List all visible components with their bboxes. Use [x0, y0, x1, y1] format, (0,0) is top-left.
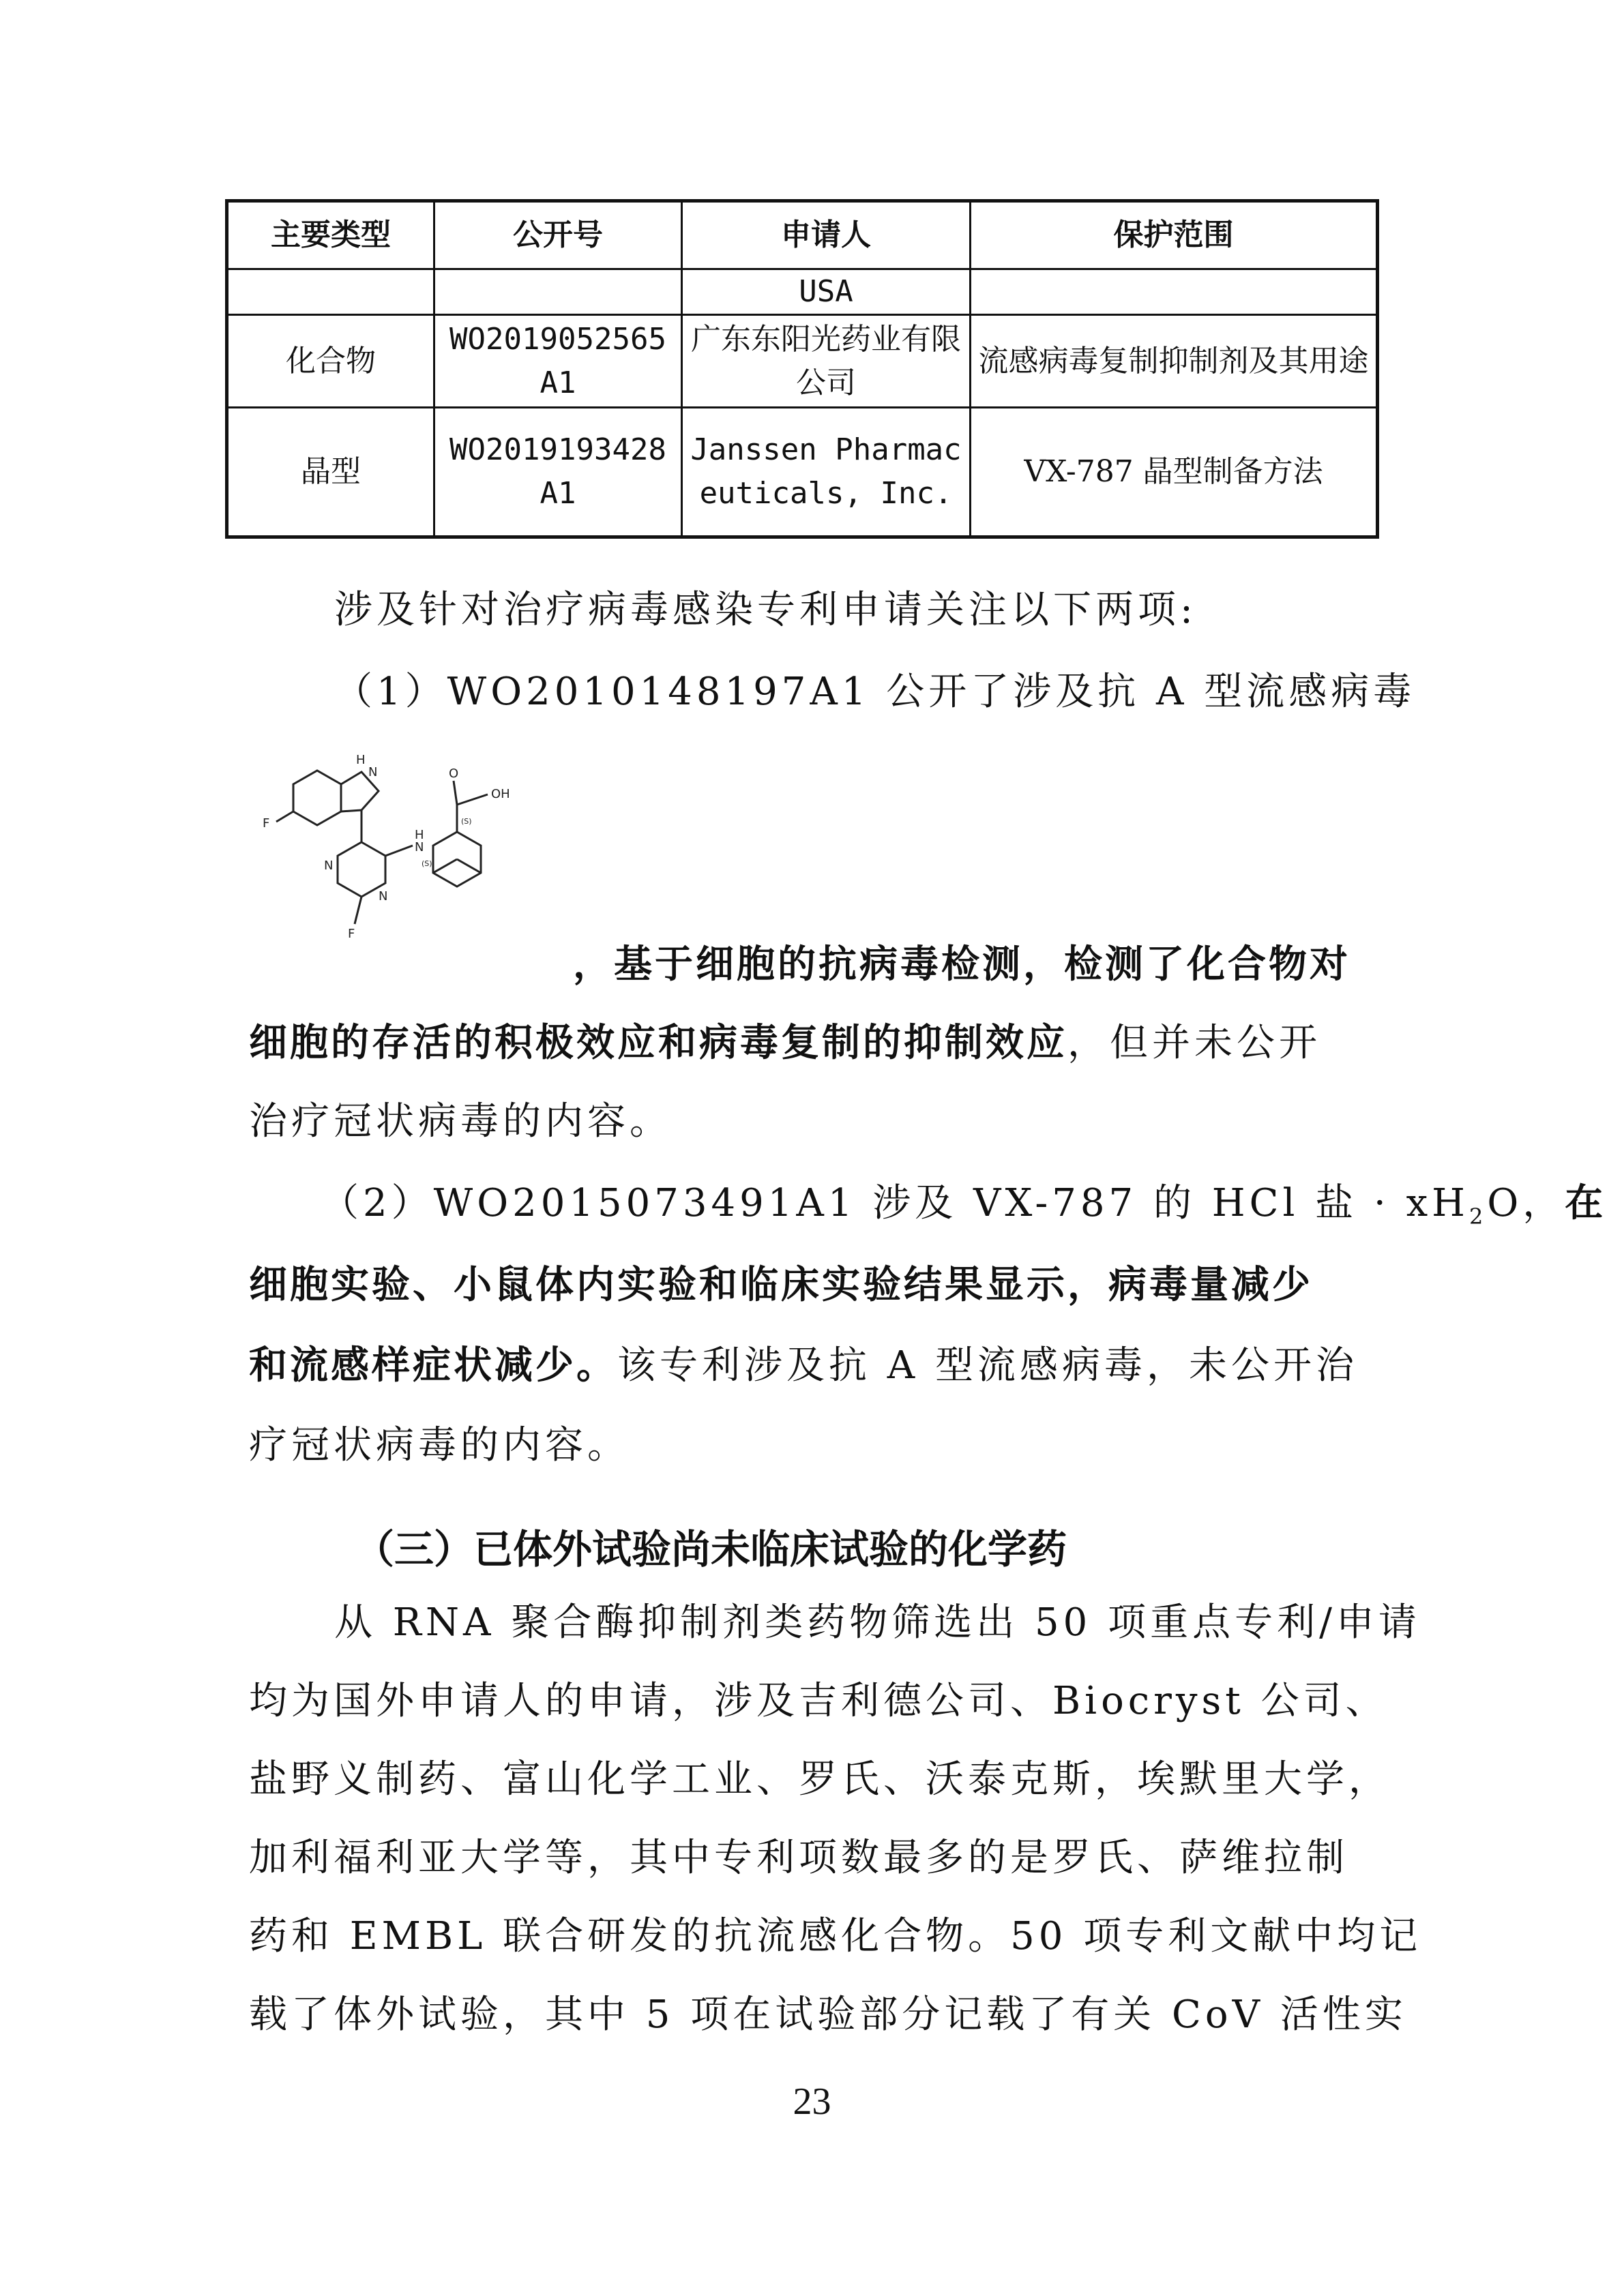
item2-line2: 细胞实验、小鼠体内实验和临床实验结果显示，病毒量减少: [249, 1263, 1313, 1307]
item1-bold-b: 细胞的存活的积极效应和病毒复制的抑制效应: [249, 1021, 1067, 1065]
cell-type: 晶型: [227, 408, 434, 537]
cell-scope: VX-787 晶型制备方法: [971, 408, 1378, 537]
patent-table: [225, 199, 1379, 539]
section-line: 从 RNA 聚合酶抑制剂类药物筛选出 50 项重点专利/申请: [334, 1600, 1421, 1645]
item1-line4: 治疗冠状病毒的内容。: [249, 1099, 672, 1144]
section-heading: （三）已体外试验尚未临床试验的化学药: [355, 1526, 1067, 1572]
atom-label: F: [263, 816, 270, 831]
cell-scope: [971, 269, 1378, 315]
intro-paragraph: 涉及针对治疗病毒感染专利申请关注以下两项:: [334, 588, 1197, 632]
col-header-type: 主要类型: [227, 201, 434, 269]
atom-label: N: [368, 765, 378, 779]
item2-line1: [321, 1173, 1606, 1230]
atom-label: H: [415, 828, 424, 842]
col-header-scope: 保护范围: [971, 201, 1378, 269]
section-line: 均为国外申请人的申请，涉及吉利德公司、Biocryst 公司、: [249, 1679, 1388, 1723]
table-row: [227, 315, 1378, 408]
cell-applicant: Janssen Pharmaceuticals, Inc.: [682, 408, 971, 537]
atom-label: H: [356, 753, 366, 767]
stereo-label: (S): [422, 859, 432, 868]
cell-pub-no: WO2019052565 A1: [434, 315, 682, 408]
col-header-pub-no: 公开号: [434, 201, 682, 269]
atom-label: F: [348, 927, 355, 941]
col-header-applicant: 申请人: [682, 201, 971, 269]
table-header-row: [227, 201, 1378, 269]
table-row: [227, 269, 1378, 315]
table-row: [227, 408, 1378, 537]
atom-label: N: [324, 859, 334, 873]
item2-line1-post: O，: [1487, 1181, 1565, 1225]
item2-line1-bold: 在: [1565, 1181, 1606, 1225]
item2-line3-rest: 该专利涉及抗 A 型流感病毒，未公开治: [617, 1343, 1359, 1388]
cell-applicant: USA: [682, 269, 971, 315]
item1-line3: [249, 1013, 1381, 1067]
atom-label: OH: [491, 787, 510, 801]
section-line: 药和 EMBL 联合研发的抗流感化合物。50 项专利文献中均记: [249, 1914, 1422, 1958]
cell-applicant: 广东东阳光药业有限公司: [682, 315, 971, 408]
stereo-label: (S): [461, 817, 472, 826]
item1-bold-line: ，基于细胞的抗病毒检测，检测了化合物对: [573, 942, 1350, 987]
item2-line4: 疗冠状病毒的内容。: [249, 1423, 630, 1467]
section-line: 加利福利亚大学等，其中专利项数最多的是罗氏、萨维拉制: [249, 1836, 1348, 1880]
item2-subscript: 2: [1469, 1204, 1488, 1230]
item1-tail-b: ，但并未公开: [1067, 1021, 1321, 1065]
cell-type: [227, 269, 434, 315]
item2-line3-bold: 和流感样症状减少。: [249, 1343, 617, 1388]
item2-line1-pre: （2）WO2015073491A1 涉及 VX-787 的 HCl 盐 · xH: [321, 1181, 1469, 1225]
atom-label: O: [449, 766, 459, 781]
page-number: 23: [793, 2081, 831, 2123]
section-line: 盐野义制药、富山化学工业、罗氏、沃泰克斯，埃默里大学，: [249, 1757, 1391, 1802]
cell-type: 化合物: [227, 315, 434, 408]
item2-line3: [249, 1335, 1381, 1390]
atom-label: N: [379, 889, 388, 904]
atom-label: N: [415, 840, 424, 854]
cell-pub-no: [434, 269, 682, 315]
cell-pub-no: WO2019193428 A1: [434, 408, 682, 537]
chemical-structure-diagram: [252, 730, 580, 961]
section-line: 载了体外试验，其中 5 项在试验部分记载了有关 CoV 活性实: [249, 1993, 1407, 2037]
cell-scope: 流感病毒复制抑制剂及其用途: [971, 315, 1378, 408]
item1-line1: （1）WO2010148197A1 公开了涉及抗 A 型流感病毒: [334, 670, 1416, 714]
